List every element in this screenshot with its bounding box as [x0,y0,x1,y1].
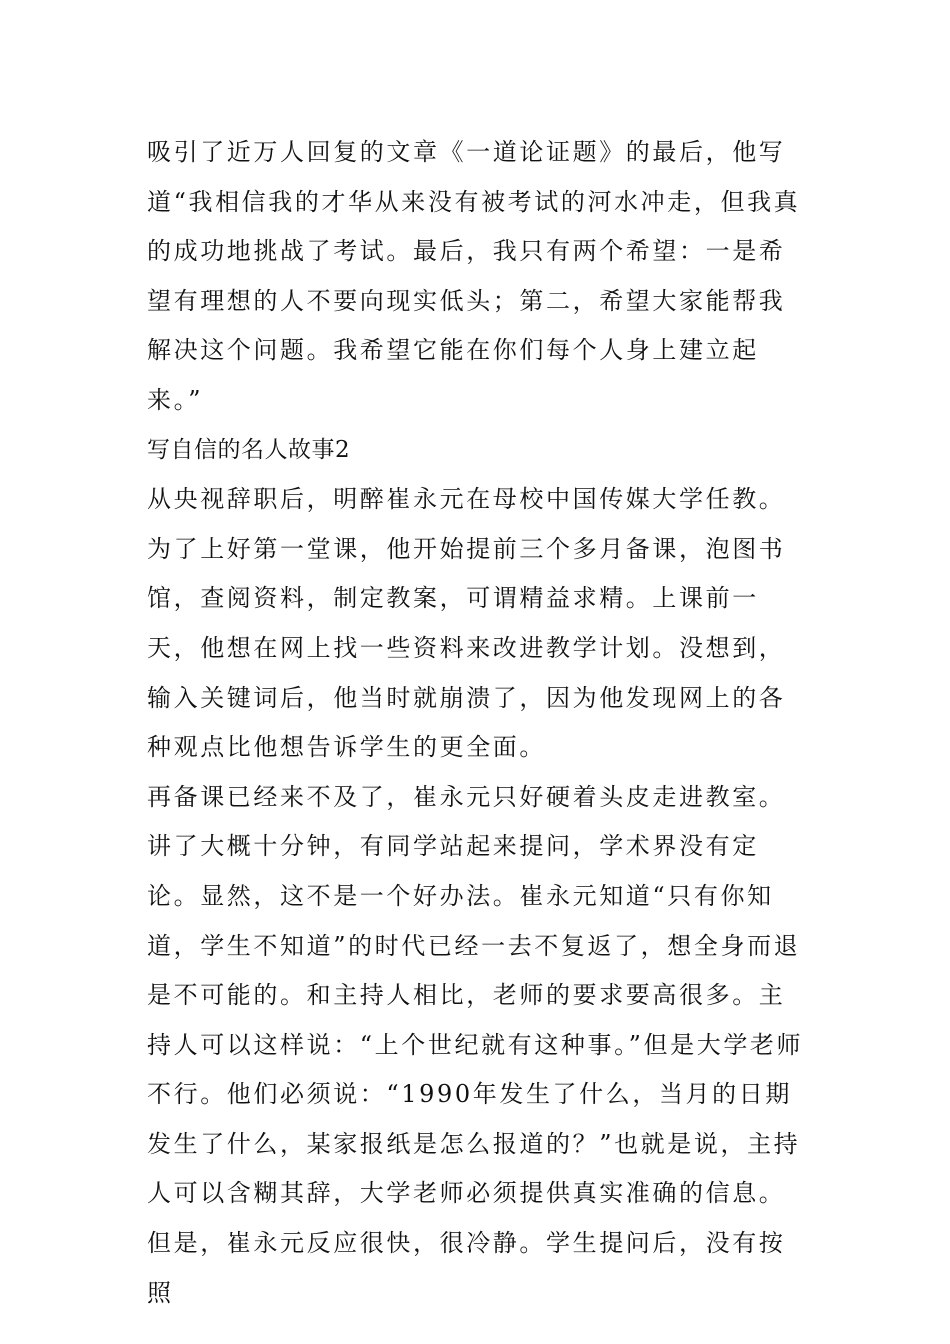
paragraph-1: 吸引了近万人回复的文章《一道论证题》的最后，他写道“我相信我的才华从来没有被考试的河水冲走，但我真的成功地挑战了考试。最后，我只有两个希望：一是希望有理想的人不要向现实低头；第二，希望大家能帮我解决这个问题。我希望它能在你们每个人身上建立起来。” [147,138,801,414]
paragraph-3: 再备课已经来不及了，崔永元只好硬着头皮走进教室。讲了大概十分钟，有同学站起来提问，学术界没有定论。显然，这不是一个好办法。崔永元知道“只有你知道，学生不知道”的时代已经一去不复返了，想全身而退是不可能的。和主持人相比，老师的要求要高很多。主持人可以这样说：“上个世纪就有这种事。”但是大学老师不行。他们必须说：“1990年发生了什么，当月的日期发生了什么，某家报纸是怎么报道的？”也就是说，主持人可以含糊其辞，大学老师必须提供真实准确的信息。 [147,782,804,1208]
paragraph-4: 但是，崔永元反应很快，很冷静。学生提问后，没有按照 [147,1229,786,1307]
section-heading: 写自信的名人故事2 [147,436,351,463]
paragraph-2: 从央视辞职后，明醉崔永元在母校中国传媒大学任教。为了上好第一堂课，他开始提前三个多月备课，泡图书馆，查阅资料，制定教案，可谓精益求精。上课前一天，他想在网上找一些资料来改进教学计划。没想到，输入关键词后，他当时就崩溃了，因为他发现网上的各种观点比他想告诉学生的更全面。 [147,485,786,762]
document-body [147,128,807,1318]
